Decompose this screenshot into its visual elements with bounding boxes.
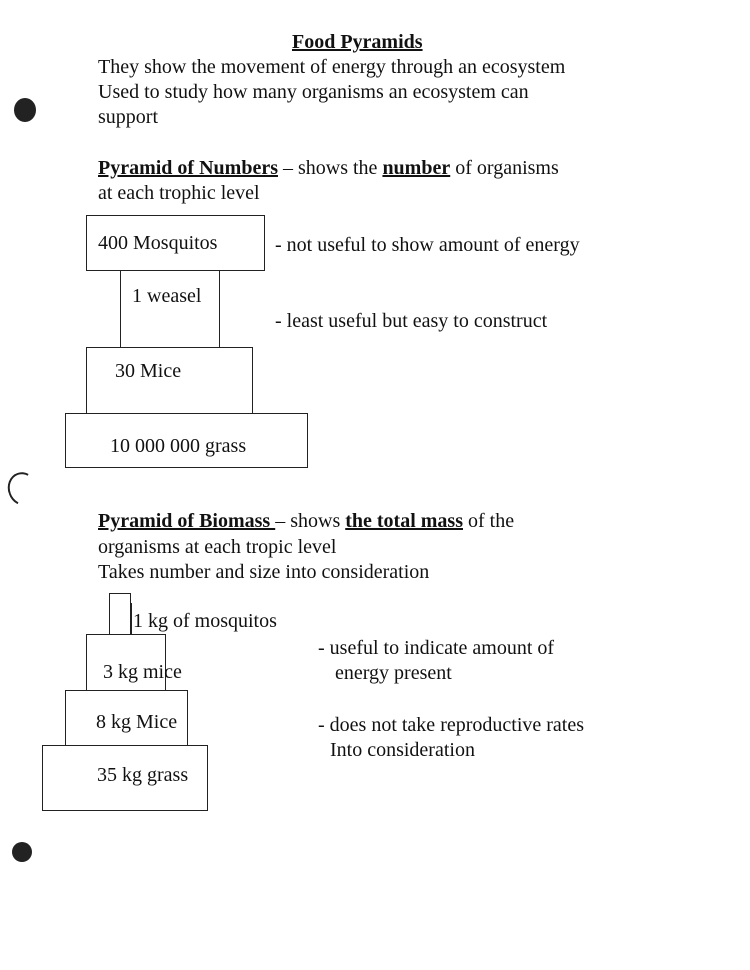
biomass-line-3: Takes number and size into consideration xyxy=(98,561,430,583)
binder-hole-mark xyxy=(3,468,43,510)
biomass-level-label: 3 kg mice xyxy=(103,661,182,683)
numbers-note-2: - least useful but easy to construct xyxy=(275,310,548,332)
biomass-heading-line xyxy=(98,509,514,534)
binder-hole-mark xyxy=(12,842,32,862)
numbers-note-1: - not useful to show amount of energy xyxy=(275,234,580,256)
biomass-level-mosquitos-top xyxy=(109,593,131,635)
biomass-rest: of the xyxy=(463,510,515,532)
numbers-line-2: at each trophic level xyxy=(98,182,260,204)
numbers-level-mosquitos xyxy=(86,215,265,271)
numbers-key-term: number xyxy=(382,157,451,179)
binder-hole-mark xyxy=(14,98,36,122)
numbers-heading: Pyramid of Numbers xyxy=(98,157,278,179)
biomass-line-2: organisms at each tropic level xyxy=(98,536,337,558)
numbers-level-grass xyxy=(65,413,308,468)
intro-line-3: support xyxy=(98,106,158,128)
intro-line-2: Used to study how many organisms an ecosystem can xyxy=(98,81,529,103)
numbers-dash: – shows the xyxy=(277,157,383,179)
page-title: Food Pyramids xyxy=(292,31,423,53)
biomass-note-4: Into consideration xyxy=(330,739,475,761)
biomass-heading: Pyramid of Biomass xyxy=(98,510,276,532)
numbers-level-label: 1 weasel xyxy=(132,285,202,307)
biomass-level-grass xyxy=(42,745,208,811)
biomass-note-2: energy present xyxy=(335,662,452,684)
biomass-level-label: 35 kg grass xyxy=(97,764,189,786)
numbers-level-mice xyxy=(86,347,253,414)
biomass-note-3: - does not take reproductive rates xyxy=(318,714,585,736)
biomass-level-mosquitos xyxy=(130,603,132,635)
biomass-level-mice xyxy=(65,690,188,746)
numbers-heading-line xyxy=(98,156,559,181)
numbers-level-weasel xyxy=(120,270,220,348)
numbers-level-label: 400 Mosquitos xyxy=(98,232,218,254)
intro-line-1: They show the movement of energy through an ecosystem xyxy=(98,56,566,78)
biomass-level-label: 8 kg Mice xyxy=(96,711,178,733)
numbers-level-label: 30 Mice xyxy=(115,360,182,382)
biomass-dash: – shows xyxy=(275,510,346,532)
biomass-level-small-mice xyxy=(86,634,182,691)
numbers-level-label: 10 000 000 grass xyxy=(110,435,247,457)
biomass-level-label: 1 kg of mosquitos xyxy=(133,610,277,632)
numbers-rest: of organisms xyxy=(450,157,559,179)
biomass-key-term: the total mass xyxy=(345,510,463,532)
biomass-note-1: - useful to indicate amount of xyxy=(318,637,555,659)
